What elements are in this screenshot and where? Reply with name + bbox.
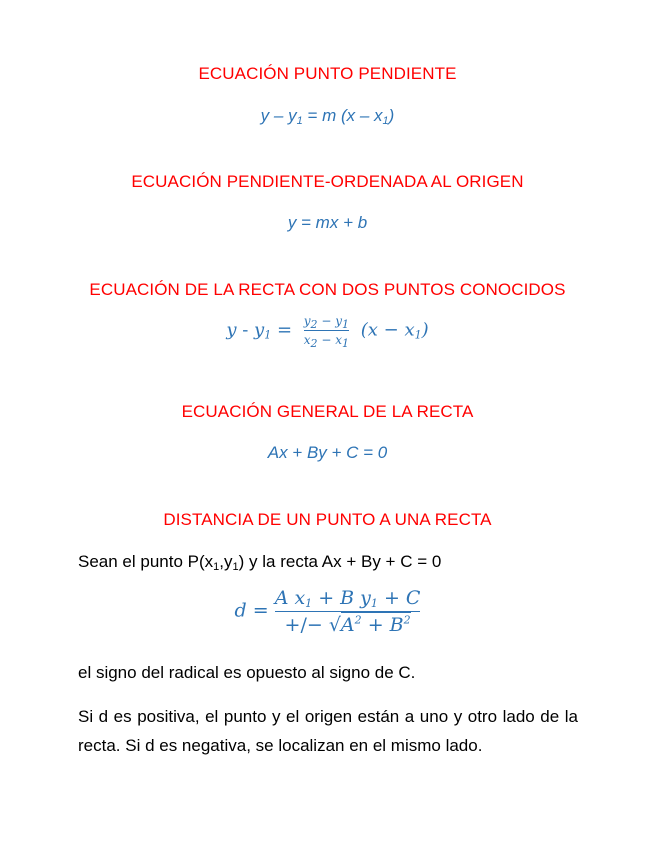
heading-punto-pendiente: ECUACIÓN PUNTO PENDIENTE	[198, 64, 457, 83]
eq-part: y	[226, 319, 237, 341]
superscript: 2	[354, 613, 362, 627]
eq-part: A x	[274, 587, 306, 609]
subscript: 1	[305, 597, 313, 610]
eq-part: x	[335, 333, 343, 347]
heading-dos-puntos: ECUACIÓN DE LA RECTA CON DOS PUNTOS CONOCIDOS	[89, 280, 566, 299]
eq-part: +/−	[284, 614, 329, 636]
fraction-numerator	[275, 587, 421, 609]
subscript: 1	[264, 328, 272, 342]
eq-part: -	[236, 319, 255, 341]
eq-part: C	[405, 587, 421, 609]
eq-part: y – y	[260, 106, 297, 125]
eq-part: )	[421, 319, 429, 341]
subscript: 1	[342, 337, 350, 350]
text-signo-radical: el signo del radical es opuesto al signo de C.	[78, 663, 416, 682]
subscript: 1	[342, 318, 350, 331]
text-part: ) y la recta Ax + By + C = 0	[238, 552, 442, 571]
subscript: 1	[414, 328, 422, 342]
equation-dos-puntos	[0, 314, 655, 350]
equation-general: Ax + By + C = 0	[267, 443, 388, 462]
eq-part: =	[271, 319, 293, 341]
eq-part: y	[254, 319, 265, 341]
subscript: 1	[382, 115, 389, 127]
fraction-distance	[275, 587, 421, 636]
eq-part: )	[388, 106, 395, 125]
text-sean-punto	[78, 547, 578, 576]
equation-pendiente-ordenada: y = mx + b	[287, 213, 368, 232]
eq-part: −	[317, 333, 336, 347]
subscript: 2	[310, 337, 318, 350]
fraction-numerator	[303, 314, 350, 331]
equation-distancia	[0, 587, 655, 636]
eq-part: = m (x – x	[302, 106, 383, 125]
text-si-d: Si d es positiva, el punto y el origen están a uno y otro lado de la recta. Si d es negativa, se localizan en el mismo lado.	[78, 707, 578, 755]
heading-distancia: DISTANCIA DE UN PUNTO A UNA RECTA	[163, 510, 492, 529]
eq-part: x	[404, 319, 415, 341]
radical-sign: √	[328, 614, 341, 636]
eq-part: +	[377, 587, 406, 609]
eq-part: −	[317, 314, 336, 328]
heading-general: ECUACIÓN GENERAL DE LA RECTA	[181, 402, 474, 421]
subscript: 2	[310, 318, 318, 331]
radicand	[341, 612, 411, 636]
eq-part: y	[303, 314, 311, 328]
subscript: 1	[213, 561, 220, 573]
eq-part: y	[335, 314, 343, 328]
subscript: 1	[370, 597, 378, 610]
eq-part: A	[340, 614, 355, 636]
eq-part: +	[361, 614, 390, 636]
equation-punto-pendiente	[0, 106, 655, 126]
eq-part: (x −	[360, 319, 405, 341]
fraction-denominator	[303, 333, 350, 350]
eq-part: x	[303, 333, 311, 347]
subscript: 1	[296, 115, 303, 127]
eq-part: d	[234, 599, 247, 622]
subscript: 1	[232, 561, 239, 573]
eq-part: =	[246, 599, 275, 622]
eq-part: B y	[340, 587, 371, 609]
superscript: 2	[403, 613, 411, 627]
text-part: Sean el punto P(x	[78, 552, 214, 571]
fraction-denominator	[275, 614, 421, 636]
eq-part: +	[312, 587, 341, 609]
eq-part: B	[389, 614, 404, 636]
fraction-slope	[303, 314, 350, 350]
text-part: ,y	[219, 552, 233, 571]
heading-pendiente-ordenada: ECUACIÓN PENDIENTE-ORDENADA AL ORIGEN	[131, 172, 524, 191]
